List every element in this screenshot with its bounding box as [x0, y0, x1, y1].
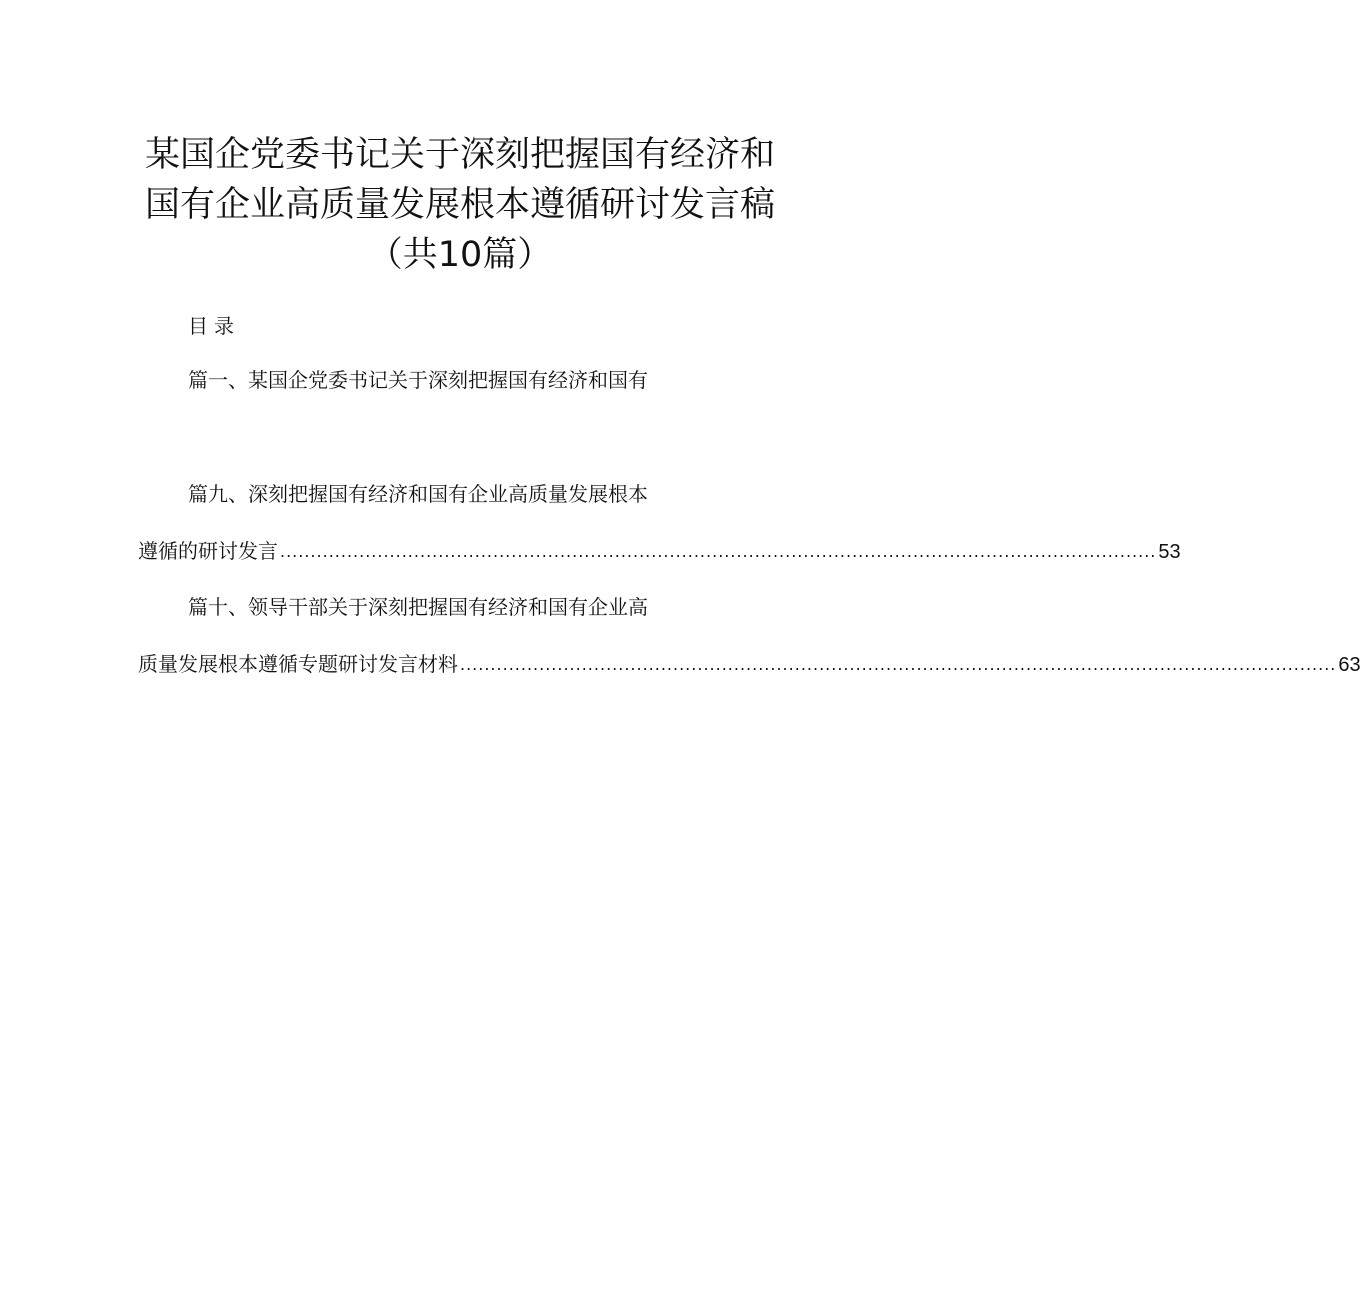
document-title	[130, 130, 790, 280]
toc-entry-10-line-1[interactable]: 篇十、领导干部关于深刻把握国有经济和国有企业高	[188, 595, 648, 619]
title-line-2: 国有企业高质量发展根本遵循研讨发言稿	[144, 185, 775, 225]
toc-entry-10-page-number: 63	[1338, 654, 1361, 676]
toc-entry-9-page-number: 53	[1158, 541, 1181, 563]
toc-entry-1-line-1[interactable]: 篇一、某国企党委书记关于深刻把握国有经济和国有	[188, 368, 648, 392]
toc-heading: 目录	[188, 314, 240, 338]
title-line-1: 某国企党委书记关于深刻把握国有经济和	[144, 135, 775, 175]
title-line-3: （共10篇）	[367, 235, 553, 275]
toc-entry-10-line-2[interactable]	[138, 650, 1361, 680]
toc-entry-9-line-1[interactable]: 篇九、深刻把握国有经济和国有企业高质量发展根本	[188, 482, 648, 506]
toc-entry-9-text: 遵循的研讨发言	[138, 539, 278, 563]
toc-leader-dots: ................................................................................................................................................	[460, 655, 1337, 674]
toc-entry-9-line-2[interactable]	[138, 537, 1181, 567]
toc-entry-10-text: 质量发展根本遵循专题研讨发言材料	[138, 652, 458, 676]
toc-leader-dots: ................................................................................................................................................	[280, 542, 1157, 561]
